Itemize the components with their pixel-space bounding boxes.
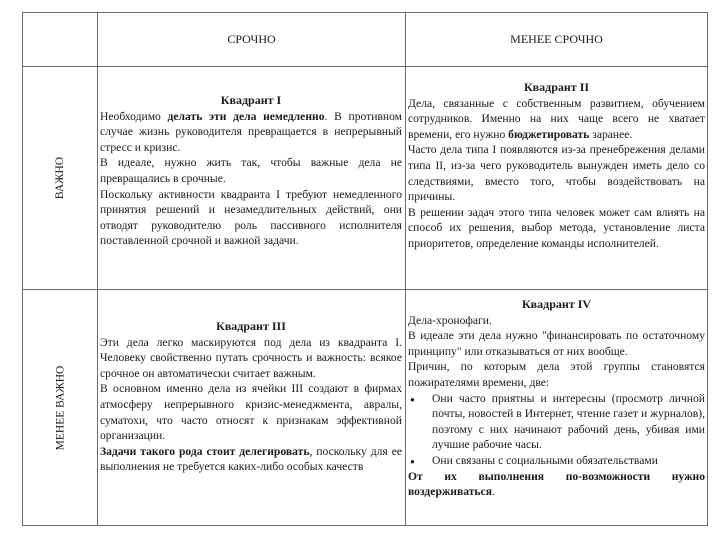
quadrant-1-paragraph: Поскольку активности квадранта I требуют немедленного принятия решений и незамедлительных действий, они отводят руководителю роль пассивного исполнителя поставленной срочной и важной задачи. (100, 187, 402, 248)
eisenhower-matrix-table (22, 12, 708, 526)
emphasis: делать эти дела немедленно (167, 109, 325, 123)
text: . В противном случае жизнь руководителя превращается в непрерывный стресс и кризис. (100, 109, 403, 154)
list-item: ● Они связаны с социальными обязательствами (432, 453, 705, 469)
row-label-less-important (23, 290, 97, 525)
row-label-less-important-text: МЕНЕЕ ВАЖНО (54, 365, 66, 450)
quadrant-1 (100, 93, 402, 249)
list-item: ● Они часто приятны и интересны (просмотр личной почты, новостей в Интернет, чтение газет и журналов), поэтому с них начинают рабочий день, убивая ими лучшие рабочие часы. (432, 391, 705, 453)
quadrant-4-title: Квадрант IV (521, 297, 592, 311)
quadrant-4-paragraph: Причин, по которым дела этой группы становятся пожирателями времени, две: (408, 360, 705, 389)
quadrant-4 (408, 297, 705, 500)
emphasis: От их выполнения по-возможности нужно воздерживаться (408, 469, 705, 499)
quadrant-1-paragraph: В идеале, нужно жить так, чтобы важные дела не превращались в срочные. (100, 156, 402, 185)
text: , поскольку для ее выполнения не требуется каких-либо особых качеств (100, 444, 403, 474)
divider (23, 289, 707, 290)
quadrant-4-paragraph: В идеале эти дела нужно "финансировать по остаточному принципу" или отказываться от них вообще. (408, 329, 705, 358)
text: заранее. (589, 127, 633, 141)
divider (405, 13, 406, 525)
emphasis: бюджетировать (508, 127, 590, 141)
row-label-important-text: ВАЖНО (53, 156, 66, 200)
divider (23, 66, 707, 67)
quadrant-1-title: Квадрант I (220, 93, 282, 107)
quadrant-3-paragraph (100, 444, 402, 475)
quadrant-2-paragraph: В решении задач этого типа человек может сам влиять на способ их решения, выбор метода, установление листа приоритетов, определение команды исполнителей. (408, 205, 705, 250)
header-urgent: СРОЧНО (227, 32, 276, 46)
quadrant-3 (100, 319, 402, 475)
text: Дела, связанные с собственным развитием, обучением сотрудников. Именно на них чаще всего не хватает времени, его нужно (408, 96, 705, 141)
quadrant-2 (408, 80, 705, 252)
header-less-urgent: МЕНЕЕ СРОЧНО (510, 32, 603, 46)
quadrant-1-paragraph (100, 109, 402, 156)
quadrant-3-paragraph: Эти дела легко маскируются под дела из квадранта I. Человеку свойственно путать срочность и важность: всякое срочное он автоматически считает важным. (100, 335, 402, 380)
quadrant-4-list (408, 391, 705, 469)
emphasis: Задачи такого рода стоит делегировать (100, 444, 310, 458)
row-label-important (23, 67, 97, 289)
quadrant-4-paragraph: От их выполнения по-возможности нужно воздерживаться. (408, 469, 705, 499)
text: Необходимо (100, 109, 168, 123)
quadrant-2-paragraph (408, 96, 705, 143)
quadrant-3-paragraph: В основном именно дела из ячейки III создают в фирмах атмосферу непрерывного кризис-менеджмента, авралы, суматохи, что часто относят к признакам эффективной организации. (100, 382, 402, 443)
quadrant-2-title: Квадрант II (523, 80, 590, 94)
quadrant-3-title: Квадрант III (216, 319, 286, 333)
divider (97, 13, 98, 525)
quadrant-4-paragraph: Дела-хронофаги. (408, 313, 492, 327)
quadrant-2-paragraph: Часто дела типа I появляются из-за пренебрежения делами типа II, из-за чего руководитель вынужден иметь дело со следствиями, вместо того, чтобы воздействовать на причины. (408, 143, 705, 204)
